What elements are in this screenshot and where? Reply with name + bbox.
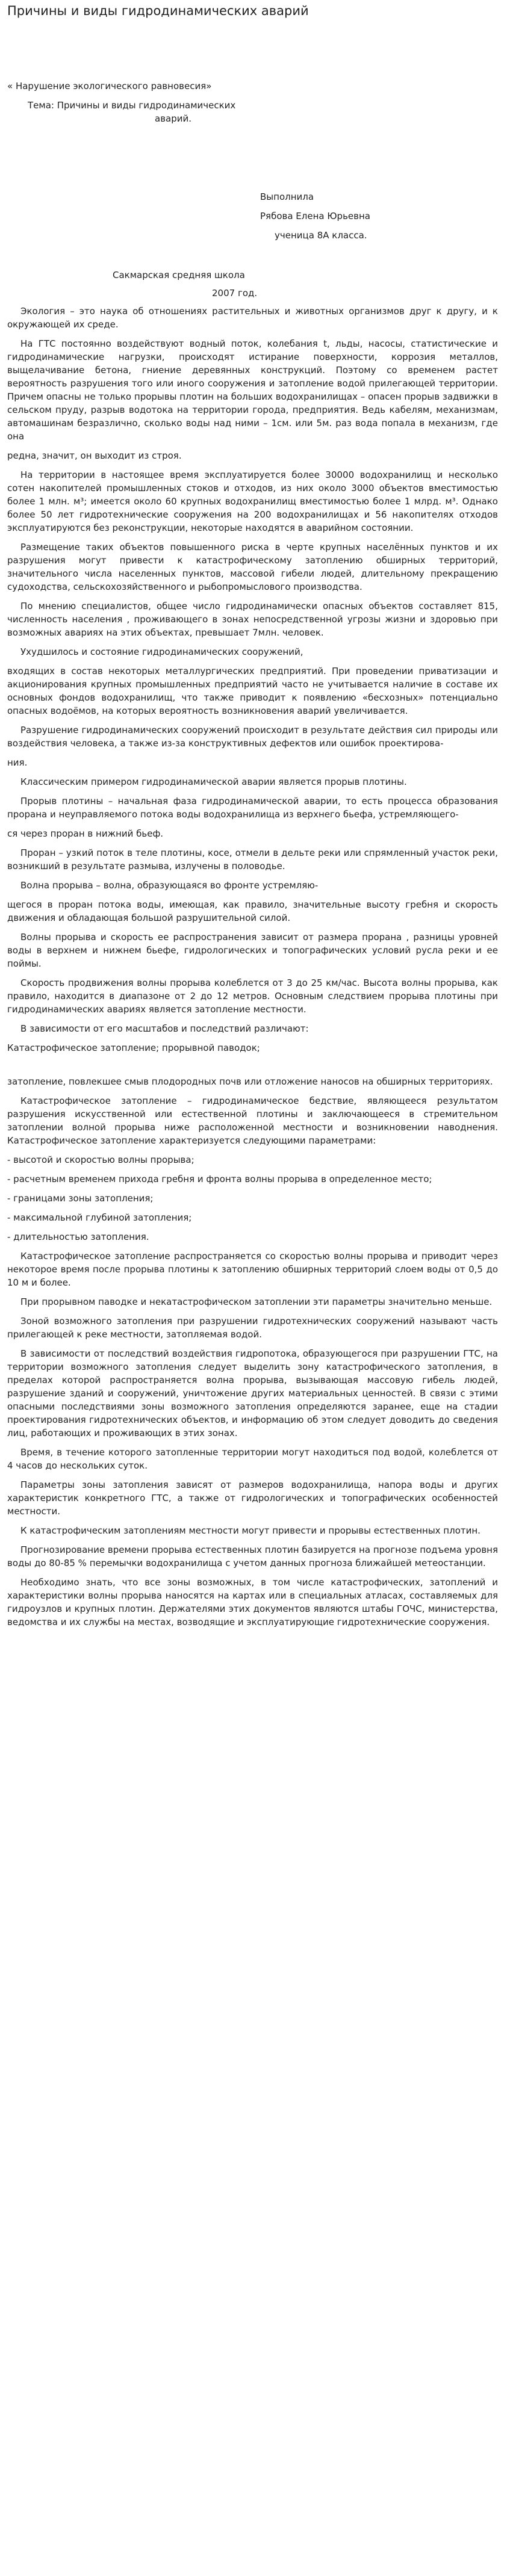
author-block: [7, 190, 498, 242]
author-role: Выполнила: [260, 191, 314, 202]
breadcrumb: « Нарушение экологического равновесия»: [7, 81, 212, 91]
paragraph: В зависимости от его масштабов и последствий различают:: [20, 1023, 309, 1034]
paragraph: Катастрофическое затопление распространяется со скоростью волны прорыва и приводит через некоторое время после прорыва плотины к затоплению обширных территорий слоем воды от 0,5 до 10 м и более.: [7, 1251, 498, 1288]
topic-line-continued: аварий.: [155, 113, 192, 124]
paragraph: Классическим примером гидродинамической аварии является прорыв плотины.: [20, 776, 407, 787]
paragraph: При прорывном паводке и некатастрофическом затоплении эти параметры значительно меньше.: [20, 1296, 493, 1307]
paragraph: Волна прорыва – волна, образующаяся во фронте устремляю-: [20, 880, 319, 891]
paragraph: Прогнозирование времени прорыва естественных плотин базируется на прогнозе подъема уровня воды до 80-85 % перемычки водохранилища с учетом данных прогноза ближайшей метеостанции.: [7, 1544, 498, 1568]
paragraph: На территории в настоящее время эксплуатируется более 30000 водохранилищ и несколько сотен накопителей промышленных стоков и отходов, из них около 3000 объектов вместимостью более 1 млн. м³; имеется около 60 крупных водохранилищ вместимостью более 1 млрд. м³. Однако более 50 лет гидротехнические сооружения на 200 водохранилищах и 56 накопителях отходов эксплуатируются без реконструкции, некоторые находятся в аварийном состоянии.: [7, 469, 498, 533]
paragraph: К катастрофическим затоплениям местности могут привести и прорывы естественных плотин.: [20, 1525, 480, 1536]
paragraph: На ГТС постоянно воздействуют водный поток, колебания t, льды, насосы, статистические и гидродинамические нагрузки, происходят истирание поверхности, коррозия металлов, выщелачивание бетона, гниение деревянных конструкций. Поэтому со временем растет вероятность разрушения того или иного сооружения и затопление водой прилегающей территории. Причем опасны не только прорывы плотин на больших водохранилищах – опасен прорыв задвижки в сельском пруду, разрыв водотока на территории города, предприятия. Ведь кабелям, механизмам, автомашинам безразлично, сколько воды над ними – 1см. или 5м. раз вода попала в механизм, где она: [7, 338, 498, 442]
list-item: - длительностью затопления.: [7, 1231, 149, 1242]
list-item: - границами зоны затопления;: [7, 1193, 154, 1204]
paragraph: Параметры зоны затопления зависят от размеров водохранилища, напора воды и других характеристик конкретного ГТС, а также от гидрологических и топографических особенностей местности.: [7, 1479, 498, 1517]
paragraph: редна, значит, он выходит из строя.: [7, 450, 182, 461]
paragraph: Скорость продвижения волны прорыва колеблется от 3 до 25 км/час. Высота волны прорыва, как правило, находится в диапазоне от 2 до 12 метров. Основным следствием прорыва плотины при гидродинамических авариях является затопление местности.: [7, 977, 498, 1015]
list-item: - максимальной глубиной затопления;: [7, 1212, 192, 1223]
page-title: Причины и виды гидродинамических аварий: [7, 4, 309, 18]
list-item: - высотой и скоростью волны прорыва;: [7, 1154, 194, 1165]
paragraph: Время, в течение которого затопленные территории могут находиться под водой, колеблется от 4 часов до нескольких суток.: [7, 1447, 498, 1471]
paragraph: ния.: [7, 757, 28, 768]
paragraph: Необходимо знать, что все зоны возможных, в том числе катастрофических, затоплений и характеристики волны прорыва наносятся на картах или в специальных атласах, составляемых для гидроузлов и крупных плотин. Держателями этих документов являются штабы ГОЧС, министерства, ведомства и их службы на местах, возводящие и эксплуатирующие гидротехнические сооружения.: [7, 1577, 498, 1627]
topic-line: Тема: Причины и виды гидродинамических: [28, 100, 236, 111]
paragraph: Разрушение гидродинамических сооружений происходит в результате действия сил природы или воздействия человека, а также из-за конструктивных дефектов или ошибок проектирова-: [7, 725, 498, 749]
paragraph: входящих в состав некоторых металлургических предприятий. При проведении приватизации и акционирования крупных промышленных предприятий часто не учитывается наличие в составе их основных фондов водохранилищ, что также приводит к появлению «бесхозных» потенциально опасных водоёмов, на которых вероятность возникновения аварий увеличивается.: [7, 666, 498, 716]
paragraph: Проран – узкий поток в теле плотины, косе, отмели в дельте реки или спрямленный участок реки, возникший в результате размыва, излучены в половодье.: [7, 847, 498, 872]
paragraph: По мнению специалистов, общее число гидродинамически опасных объектов составляет 815, численность населения , проживающего в зонах непосредственной угрозы жизни и здоровью при возможных авариях на этих объектах, превышает 7млн. человек.: [7, 601, 498, 638]
school-name: Сакмарская средняя школа: [113, 270, 245, 280]
paragraph: Волны прорыва и скорость ее распространения зависит от размера прорана , разницы уровней воды в верхнем и нижнем бьефе, гидрологических и топографических условий русла реки и ее поймы.: [7, 932, 498, 969]
author-class: ученица 8А класса.: [275, 230, 367, 241]
list-item: - расчетным временем прихода гребня и фронта волны прорыва в определенное место;: [7, 1174, 432, 1184]
paragraph: затопление, повлекшее смыв плодородных почв или отложение наносов на обширных территориях.: [7, 1076, 493, 1087]
paragraph: Катастрофическое затопление; прорывной паводок;: [7, 1042, 260, 1053]
year: 2007 год.: [212, 288, 258, 299]
paragraph: ся через проран в нижний бьеф.: [7, 828, 164, 839]
paragraph: Прорыв плотины – начальная фаза гидродинамической аварии, то есть процесса образования прорана и неуправляемого потока воды водохранилища из верхнего бьефа, устремляющего-: [7, 796, 498, 820]
paragraph: Катастрофическое затопление – гидродинамическое бедствие, являющееся результатом разрушения искусственной или естественной плотины и заключающееся в стремительном затоплении волной прорыва ниже расположенной местности и возникновении наводнения. Катастрофическое затопление характеризуется следующими параметрами:: [7, 1095, 498, 1146]
blank-space: [7, 125, 498, 190]
paragraph: щегося в проран потока воды, имеющая, как правило, значительные высоту гребня и скорость движения и обладающая большой разрушительной силой.: [7, 899, 498, 923]
author-name: Рябова Елена Юрьевна: [260, 211, 370, 221]
paragraph: В зависимости от последствий воздействия гидропотока, образующегося при разрушении ГТС, на территории возможного затопления следует выделить зону катастрофического затопления, в пределах которой распространяется волна прорыва, вызывающая массовую гибель людей, разрушение зданий и сооружений, уничтожение других материальных ценностей. В связи с этими опасными последствиями зоны возможного затопления определяются заранее, еще на стадии проектирования гидротехнических объектов, и информацию об этом следует доводить до сведения лиц, работающих и проживающих в этих зонах.: [7, 1348, 498, 1438]
paragraph: Экология – это наука об отношениях растительных и животных организмов друг к другу, и к окружающей их среде.: [7, 306, 498, 330]
paragraph: Ухудшилось и состояние гидродинамических сооружений,: [20, 646, 303, 657]
paragraph: Размещение таких объектов повышенного риска в черте крупных населённых пунктов и их разрушения могут привести к катастрофическому затоплению обширных территорий, значительного числа населенных пунктов, массовой гибели людей, длительному прекращению судоходства, сельскохозяйственного и рыбопромыслового производства.: [7, 542, 498, 592]
paragraph: Зоной возможного затопления при разрушении гидротехнических сооружений называют часть прилегающей к реке местности, затопляемая водой.: [7, 1316, 498, 1340]
